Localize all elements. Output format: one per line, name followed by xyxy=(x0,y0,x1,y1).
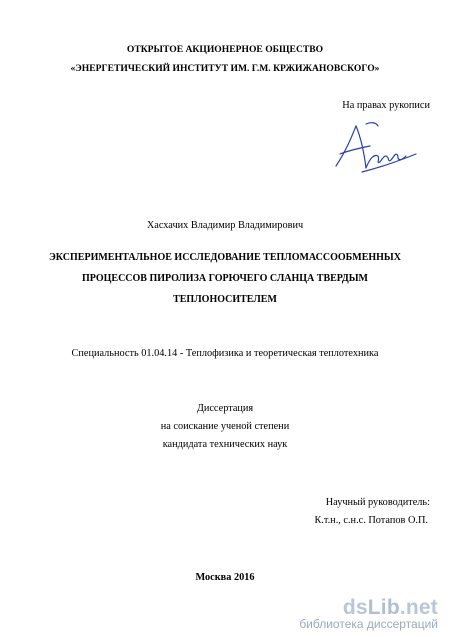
author-name: Хасхачих Владимир Владимирович xyxy=(146,220,304,231)
specialty: Специальность 01.04.14 - Теплофизика и теоретическая теплотехника xyxy=(71,348,379,359)
thesis-title-line1: ЭКСПЕРИМЕНТАЛЬНОЕ ИССЛЕДОВАНИЕ ТЕПЛОМАССООБМЕННЫХ xyxy=(49,252,401,263)
rights-note: На правах рукописи xyxy=(342,100,430,111)
organization-name-line1: ОТКРЫТОЕ АКЦИОНЕРНОЕ ОБЩЕСТВО xyxy=(126,44,324,55)
city-year: Москва 2016 xyxy=(195,572,255,583)
watermark-subtitle: библиотека диссертаций xyxy=(299,616,438,631)
site-watermark[interactable] xyxy=(299,597,438,631)
watermark-logo: dsLib.net xyxy=(342,595,438,619)
thesis-title-line2: ПРОЦЕССОВ ПИРОЛИЗА ГОРЮЧЕГО СЛАНЦА ТВЕРДЫМ xyxy=(82,273,368,284)
supervisor-name: К.т.н., с.н.с. Потапов О.П. xyxy=(314,515,428,526)
dissertation-label: Диссертация xyxy=(196,403,254,414)
organization-name-line2: «ЭНЕРГЕТИЧЕСКИЙ ИНСТИТУТ ИМ. Г.М. КРЖИЖАНОВСКОГО» xyxy=(70,63,380,74)
supervisor-label: Научный руководитель: xyxy=(325,497,430,508)
degree-line: на соискание ученой степени xyxy=(160,421,290,432)
degree-name: кандидата технических наук xyxy=(162,439,288,450)
signature-image xyxy=(326,116,418,176)
thesis-title-line3: ТЕПЛОНОСИТЕЛЕМ xyxy=(173,294,277,305)
